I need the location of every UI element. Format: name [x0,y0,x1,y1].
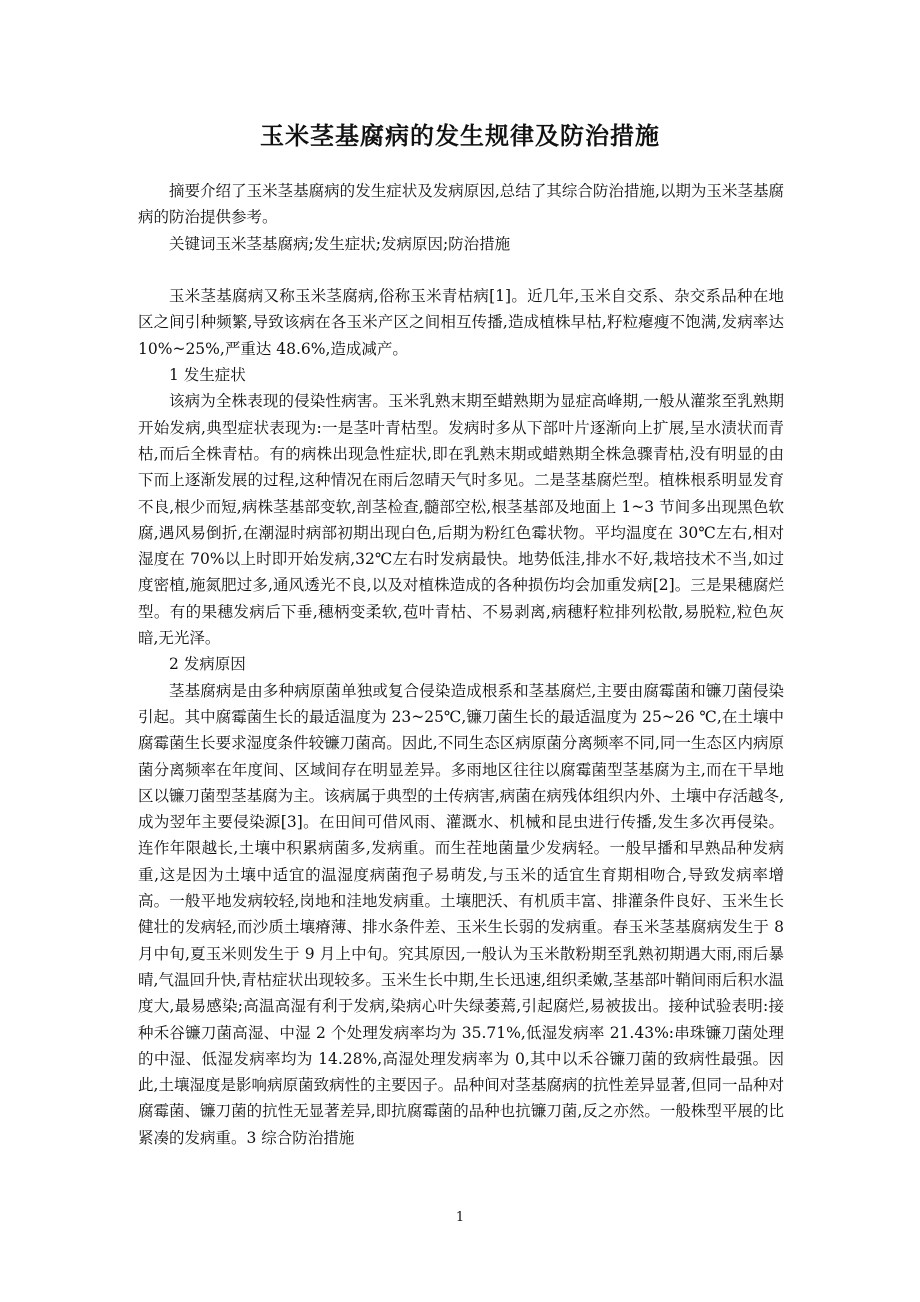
intro-paragraph: 玉米茎基腐病又称玉米茎腐病,俗称玉米青枯病[1]。近几年,玉米自交系、杂交系品种在地区之间引种频繁,导致该病在各玉米产区之间相互传播,造成植株早枯,籽粒瘪瘦不饱满,发病率达 10%~25%,严重达 48.6%,造成减产。 [138,287,784,358]
document-body [138,178,784,1151]
page-number: 1 [455,1210,465,1225]
symptoms-paragraph: 该病为全株表现的侵染性病害。玉米乳熟末期至蜡熟期为显症高峰期,一般从灌浆至乳熟期开始发病,典型症状表现为:一是茎叶青枯型。发病时多从下部叶片逐渐向上扩展,呈水渍状而青枯,而后全株青枯。有的病株出现急性症状,即在乳熟末期或蜡熟期全株急骤青枯,没有明显的由下而上逐渐发展的过程,这种情况在雨后忽晴天气时多见。二是茎基腐烂型。植株根系明显发育不良,根少而短,病株茎基部变软,剖茎检查,髓部空松,根茎基部及地面上 1~3 节间多出现黑色软腐,遇风易倒折,在潮湿时病部初期出现白色,后期为粉红色霉状物。平均温度在 30℃左右,相对湿度在 70%以上时即开始发病,32℃左右时发病最快。地势低洼,排水不好,栽培技术不当,如过度密植,施氮肥过多,通风透光不良,以及对植株造成的各种损伤均会加重发病[2]。三是果穗腐烂型。有的果穗发病后下垂,穗柄变柔软,苞叶青枯、不易剥离,病穗籽粒排列松散,易脱粒,粒色灰暗,无光泽。 [138,392,784,648]
abstract-paragraph: 摘要介绍了玉米茎基腐病的发生症状及发病原因,总结了其综合防治措施,以期为玉米茎基腐病的防治提供参考。 [138,182,784,227]
section-heading-symptoms: 1 发生症状 [169,366,246,385]
section-heading-causes: 2 发病原因 [169,655,246,674]
document-title: 玉米茎基腐病的发生规律及防治措施 [260,122,660,150]
keywords-paragraph: 关键词玉米茎基腐病;发生症状;发病原因;防治措施 [169,234,511,253]
paragraph-spacer [138,257,784,283]
causes-paragraph: 茎基腐病是由多种病原菌单独或复合侵染造成根系和茎基腐烂,主要由腐霉菌和镰刀菌侵染引起。其中腐霉菌生长的最适温度为 23~25℃,镰刀菌生长的最适温度为 25~26 ℃,在土壤中腐霉菌生长要求湿度条件较镰刀菌高。因此,不同生态区病原菌分离频率不同,同一生态区内病原菌分离频率在年度间、区域间存在明显差异。多雨地区往往以腐霉菌型茎基腐为主,而在干旱地区以镰刀菌型茎基腐为主。该病属于典型的土传病害,病菌在病残体组织内外、土壤中存活越冬,成为翌年主要侵染源[3]。在田间可借风雨、灌溉水、机械和昆虫进行传播,发生多次再侵染。连作年限越长,土壤中积累病菌多,发病重。而生茬地菌量少发病轻。一般早播和早熟品种发病重,这是因为土壤中适宜的温湿度病菌孢子易萌发,与玉米的适宜生育期相吻合,导致发病率增高。一般平地发病较轻,岗地和洼地发病重。土壤肥沃、有机质丰富、排灌条件良好、玉米生长健壮的发病轻,而沙质土壤瘠薄、排水条件差、玉米生长弱的发病重。春玉米茎基腐病发生于 8 月中旬,夏玉米则发生于 9 月上中旬。究其原因,一般认为玉米散粉期至乳熟初期遇大雨,雨后暴晴,气温回升快,青枯症状出现较多。玉米生长中期,生长迅速,组织柔嫩,茎基部叶鞘间雨后积水温度大,最易感染;高温高湿有利于发病,染病心叶失绿萎蔫,引起腐烂,易被拔出。接种试验表明:接种禾谷镰刀菌高湿、中湿 2 个处理发病率均为 35.71%,低湿发病率 21.43%:串珠镰刀菌处理的中湿、低湿发病率均为 14.28%,高湿处理发病率为 0,其中以禾谷镰刀菌的致病性最强。因此,土壤湿度是影响病原菌致病性的主要因子。品种间对茎基腐病的抗性差异显著,但同一品种对腐霉菌、镰刀菌的抗性无显著差异,即抗腐霉菌的品种也抗镰刀菌,反之亦然。一般株型平展的比紧凑的发病重。3 综合防治措施 [138,681,784,1147]
